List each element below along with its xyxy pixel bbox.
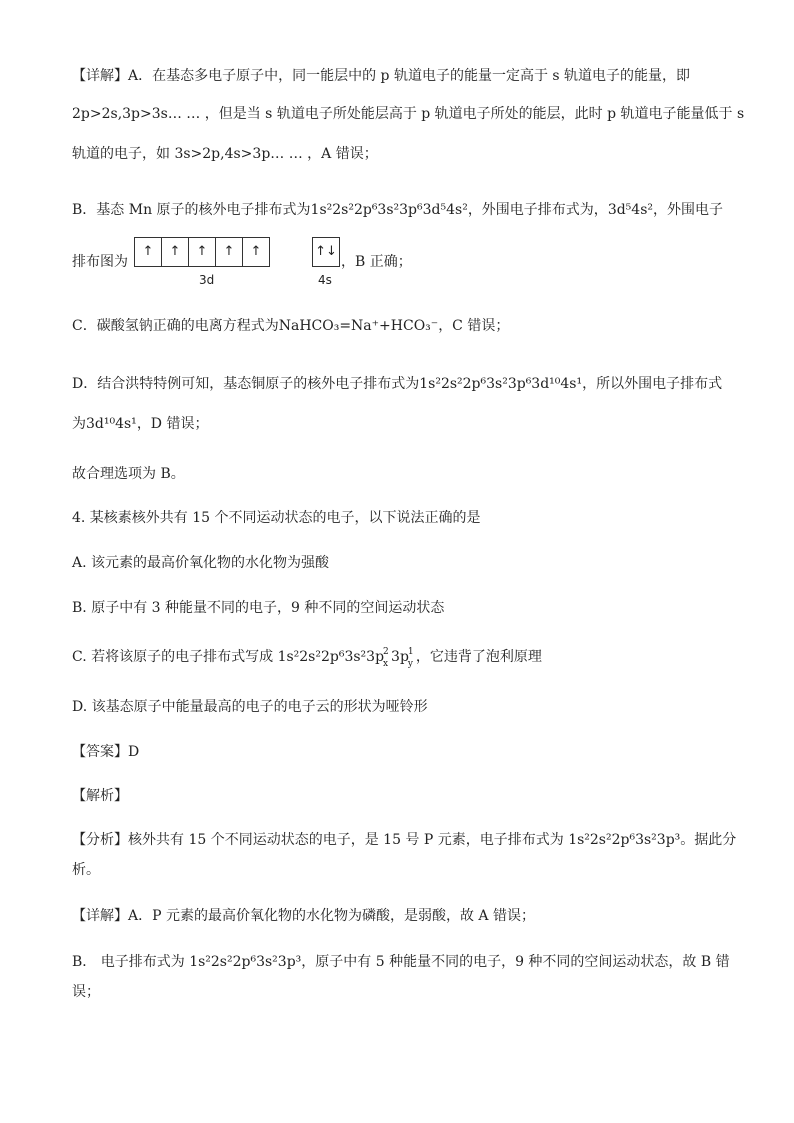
orbital-label-4s: 4s — [318, 273, 332, 287]
detail-b-line-1 — [72, 200, 723, 220]
detail-c-line — [72, 316, 509, 336]
c-opt-mid: 3p — [391, 649, 409, 665]
orbital-cell-3d-2: ↑ — [162, 238, 189, 266]
detail-d-line-2 — [72, 414, 209, 434]
detail-a-line-2: 2p>2s,3p>3s… … ，但是当 s 轨道电子所处能层高于 p 轨道电子所处的能层，此时 p 轨道电子能量低于 s — [72, 106, 745, 122]
orbital-cell-3d-5: ↑ — [250, 244, 262, 259]
d2-text-post: ，D 错误； — [136, 416, 209, 432]
b-text-mid: ，外围电子排布式为， — [467, 202, 608, 218]
detail-b-line-2-post: ，B 正确； — [341, 254, 412, 270]
orbital-cell-3d-3: ↑ — [189, 238, 216, 266]
d2-text-pre: 为 — [72, 416, 86, 432]
analysis-line-2: 析。 — [72, 862, 100, 878]
d-cu-config: 1s²2s²2p⁶3s²3p⁶3d¹⁰4s¹ — [419, 376, 583, 392]
detail-a-line-1: 【详解】A．在基态多电子原子中，同一能层中的 p 轨道电子的能量一定高于 s 轨道电子的能量，即 — [72, 68, 691, 84]
orbital-box-4s — [312, 237, 340, 267]
c-text-pre: C．碳酸氢钠正确的电离方程式为 — [72, 318, 279, 334]
orbital-cell-3d-1: ↑ — [135, 238, 162, 266]
answer-label: 【答案】D — [72, 744, 140, 760]
d-text-post: ，所以外围电子排布式 — [582, 376, 723, 392]
detail-q4-b-line-2: 误； — [72, 984, 100, 1000]
d2-valence-config: 3d¹⁰4s¹ — [86, 416, 137, 432]
detail-b-line-2-label: 排布图为 — [72, 254, 128, 270]
orbital-cell-4s-1: ↑↓ — [315, 244, 337, 259]
b-text-pre: B．基态 Mn 原子的核外电子排布式为 — [72, 202, 311, 218]
detail-a-line-3: 轨道的电子，如 3s>2p,4s>3p… … ，A 错误； — [72, 146, 378, 162]
analysis-label: 【解析】 — [72, 788, 128, 804]
conclusion: 故合理选项为 B。 — [72, 466, 185, 482]
option-a: A. 该元素的最高价氧化物的水化物为强酸 — [72, 555, 330, 571]
detail-q4-b-line-1: B． 电子排布式为 1s²2s²2p⁶3s²3p³，原子中有 5 种能量不同的电子，9 种不同的空间运动状态，故 B 错 — [72, 954, 730, 970]
orbital-cell-3d-4: ↑ — [216, 238, 243, 266]
detail-d-line-1 — [72, 374, 722, 394]
b-valence-config: 3d⁵4s² — [607, 202, 653, 218]
b-text-end: ，外围电子 — [653, 202, 723, 218]
orbital-box-3d — [134, 237, 270, 267]
b-mn-config: 1s²2s²2p⁶3s²3p⁶3d⁵4s² — [310, 202, 468, 218]
option-d: D. 该基态原子中能量最高的电子的电子云的形状为哑铃形 — [72, 699, 428, 715]
question-4-stem: 4. 某核素核外共有 15 个不同运动状态的电子，以下说法正确的是 — [72, 510, 481, 526]
option-b: B. 原子中有 3 种能量不同的电子，9 种不同的空间运动状态 — [72, 600, 445, 616]
d-text-pre: D．结合洪特特例可知，基态铜原子的核外电子排布式为 — [72, 376, 420, 392]
analysis-line-1: 【分析】核外共有 15 个不同运动状态的电子，是 15 号 P 元素，电子排布式为 1s²2s²2p⁶3s²3p³。据此分 — [72, 832, 737, 848]
detail-q4-a: 【详解】A．P 元素的最高价氧化物的水化物为磷酸，是弱酸，故 A 错误； — [72, 908, 535, 924]
orbital-label-3d: 3d — [199, 273, 215, 287]
c-opt-pre: C. 若将该原子的电子排布式写成 1s²2s²2p⁶3s²3p — [72, 649, 385, 665]
c-opt-post: ，它违背了泡利原理 — [415, 649, 542, 665]
option-c: C. 若将该原子的电子排布式写成 1s²2s²2p⁶3s²3p 2 x 3p 1 y ，它违背了泡利原理 — [72, 647, 542, 669]
c-text-post: ，C 错误； — [438, 318, 510, 334]
c-equation: NaHCO₃=Na⁺+HCO₃⁻ — [278, 318, 439, 334]
